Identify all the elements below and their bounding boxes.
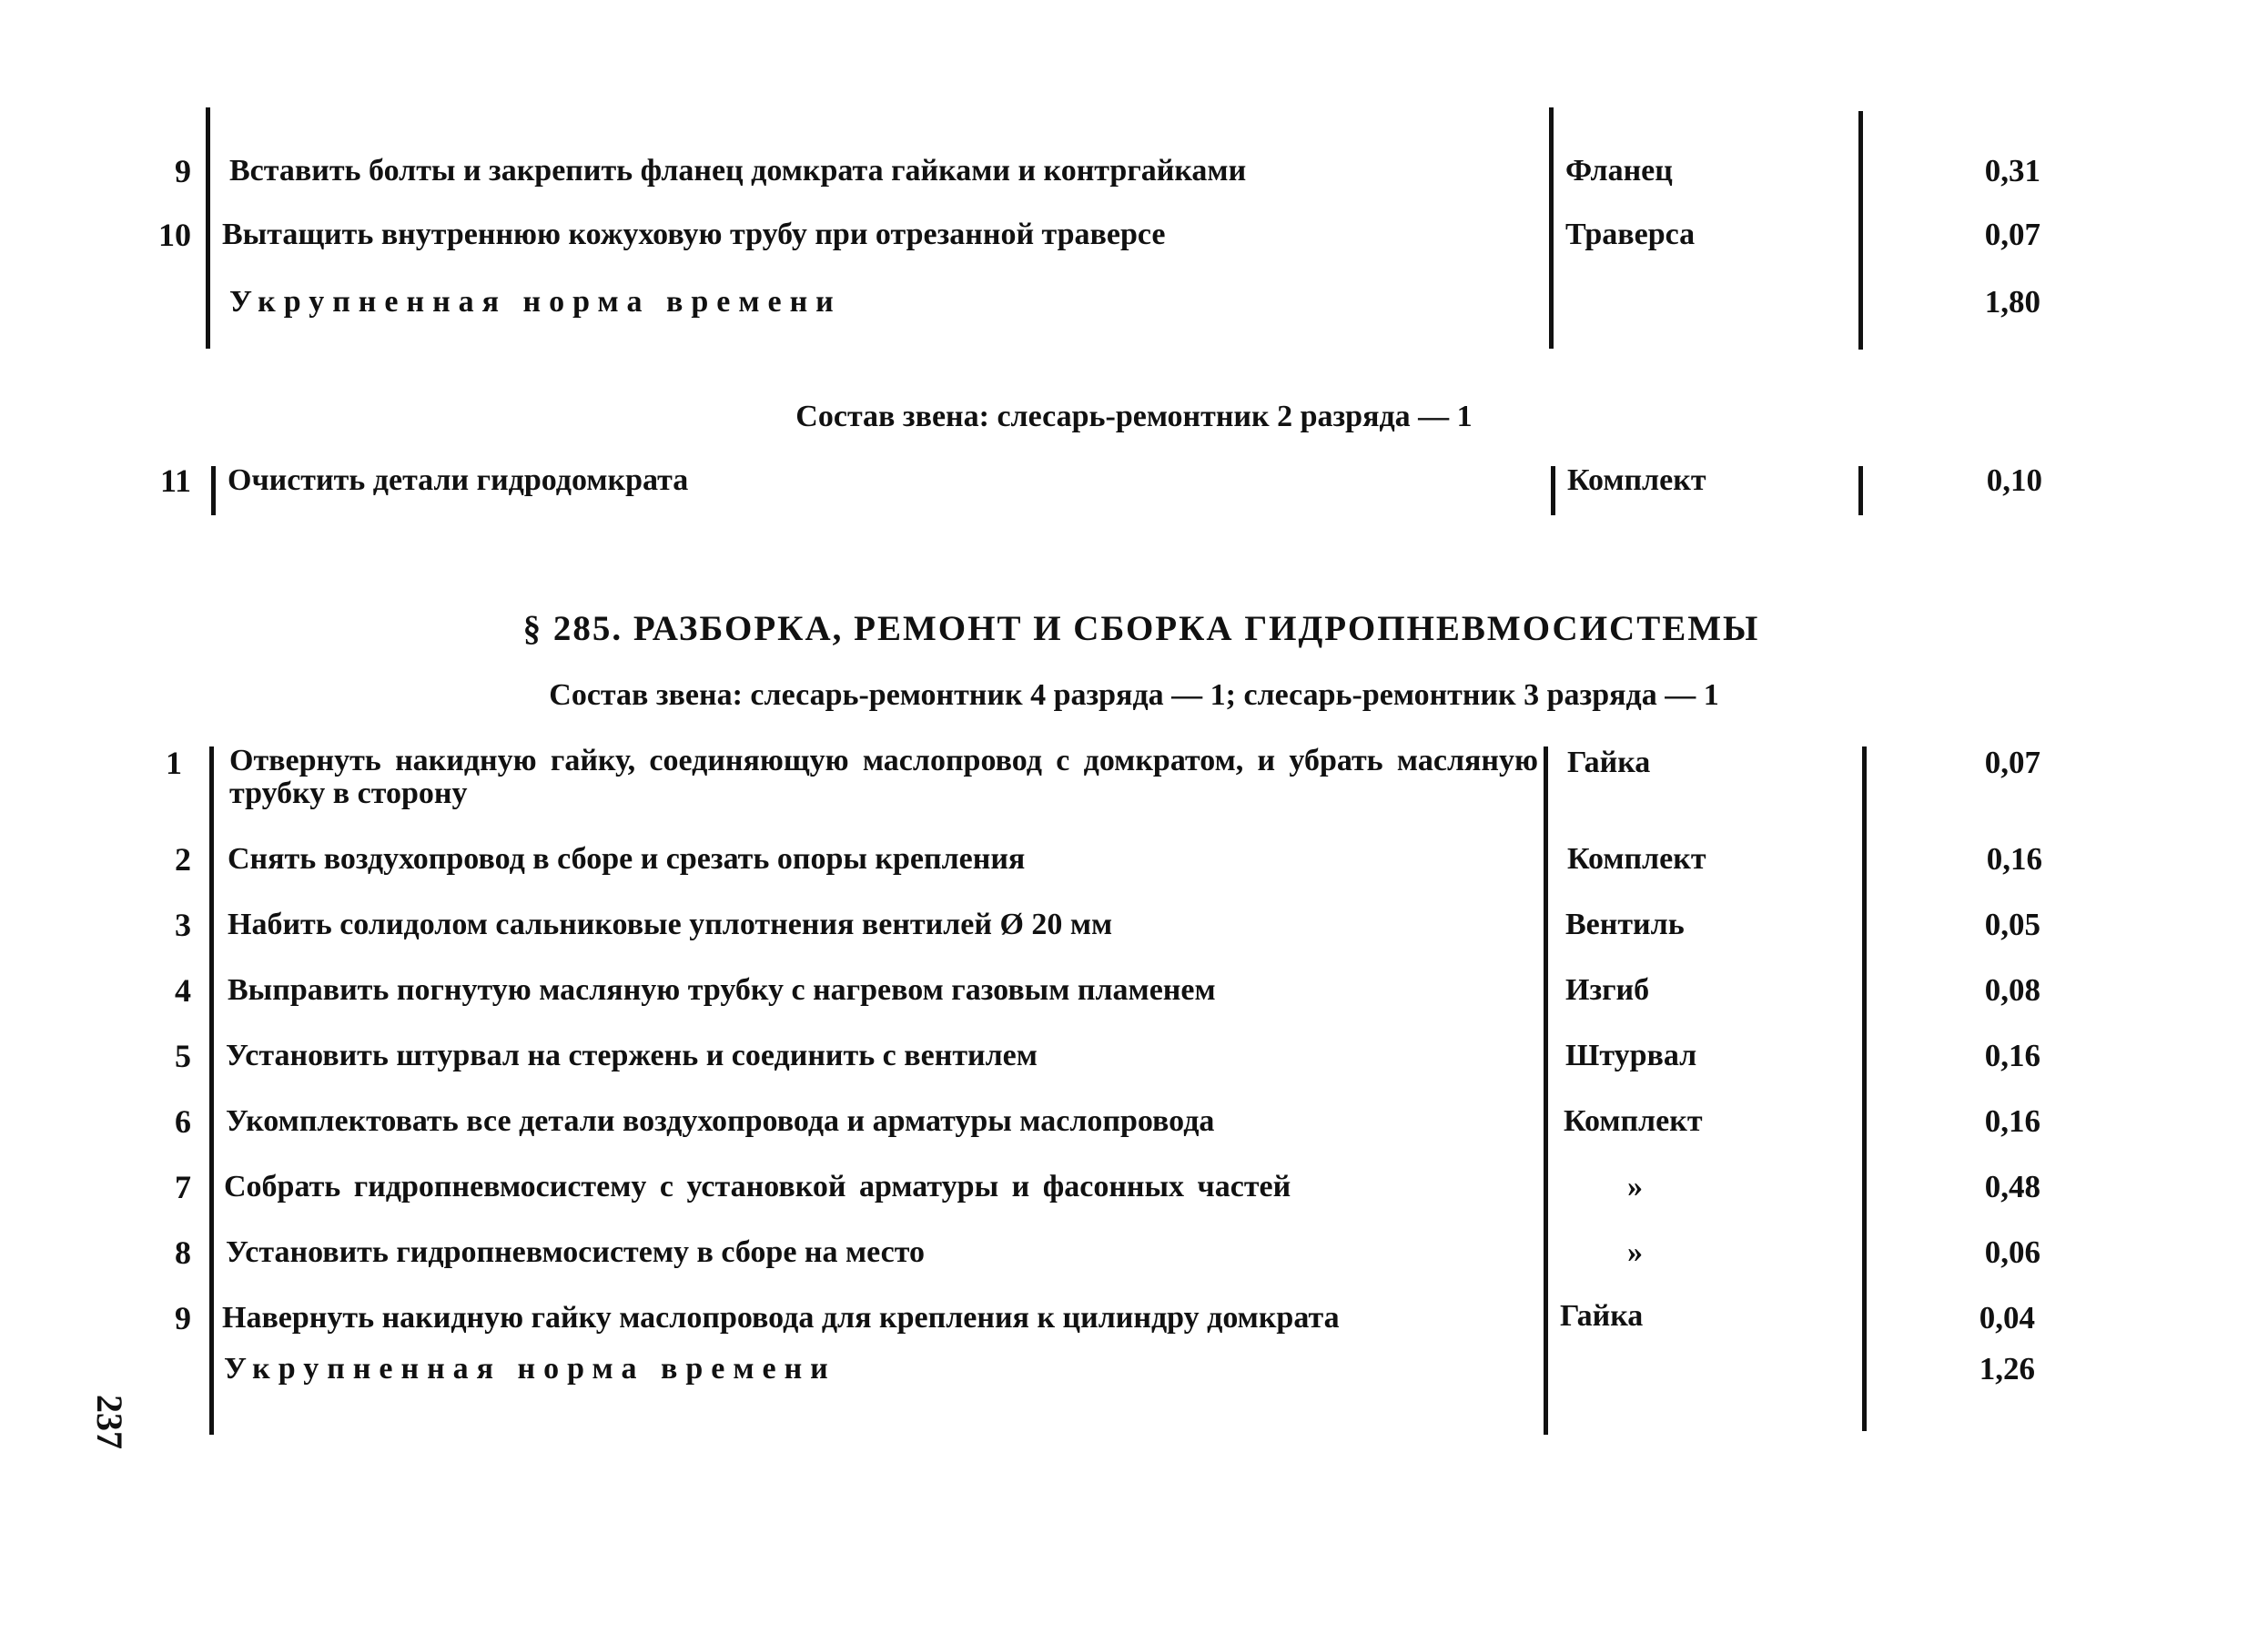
section-title: § 285. РАЗБОРКА, РЕМОНТ И СБОРКА ГИДРОПНЕВМОСИСТЕМЫ (522, 609, 1760, 648)
time-value: 0,05 (1984, 907, 2040, 942)
time-value: 0,16 (1984, 1103, 2040, 1139)
operation-text: Вытащить внутреннюю кожуховую трубу при отрезанной траверсе (222, 218, 1166, 251)
time-value: 0,10 (1986, 462, 2042, 498)
time-value: 0,08 (1984, 972, 2040, 1008)
unit-text: Вентиль (1565, 908, 1685, 941)
row-number: 4 (175, 972, 191, 1009)
time-value: 0,31 (1984, 153, 2040, 188)
time-value: 0,07 (1984, 745, 2040, 780)
row-number: 8 (175, 1234, 191, 1271)
column-rule (1544, 746, 1548, 1435)
unit-text: Комплект (1564, 1104, 1703, 1138)
time-value: 0,16 (1986, 841, 2042, 877)
row-number: 3 (175, 907, 191, 943)
crew-composition: Состав звена: слесарь-ремонтник 2 разряда — 1 (795, 400, 1473, 433)
row-number: 2 (175, 841, 191, 878)
ditto-mark: » (1627, 1170, 1643, 1203)
operation-text: Установить штурвал на стержень и соединить с вентилем (226, 1039, 1038, 1072)
column-rule (1549, 107, 1554, 349)
operation-text: Укомплектовать все детали воздухопровода и арматуры маслопровода (226, 1104, 1215, 1138)
unit-text: Гайка (1560, 1299, 1644, 1333)
row-number: 1 (166, 745, 182, 781)
operation-text: Вставить болты и закрепить фланец домкрата гайками и контргайками (229, 154, 1247, 188)
operation-text: Набить солидолом сальниковые уплотнения вентилей Ø 20 мм (228, 908, 1113, 941)
time-value: 0,06 (1984, 1234, 2040, 1270)
operation-text: Выправить погнутую масляную трубку с нагревом газовым пламенем (228, 973, 1216, 1007)
unit-text: Гайка (1567, 746, 1651, 779)
page-number: 237 (89, 1395, 130, 1449)
row-number: 11 (159, 462, 191, 499)
row-number: 7 (175, 1169, 191, 1205)
row-number: 10 (158, 217, 191, 253)
operation-text: Навернуть накидную гайку маслопровода для крепления к цилиндру домкрата (222, 1301, 1340, 1335)
column-rule (1858, 111, 1863, 350)
column-rule (1862, 746, 1867, 1431)
total-label: Укрупненная норма времени (224, 1352, 836, 1386)
time-value: 0,07 (1984, 217, 2040, 252)
crew-composition: Состав звена: слесарь-ремонтник 4 разряда — 1; слесарь-ремонтник 3 разряда — 1 (549, 678, 1719, 712)
row-number: 9 (175, 153, 191, 189)
unit-text: Траверса (1565, 218, 1696, 251)
column-rule (1858, 466, 1863, 515)
unit-text: Фланец (1565, 154, 1673, 188)
total-value: 1,80 (1984, 284, 2040, 320)
operation-text: Очистить детали гидродомкрата (228, 463, 689, 497)
row-number: 6 (175, 1103, 191, 1140)
operation-text: Отвернуть накидную гайку, соединяющую маслопровод с домкратом, и убрать масляную трубку в сторону (229, 744, 1538, 810)
unit-text: Изгиб (1565, 973, 1650, 1007)
operation-text: Установить гидропневмосистему в сборе на место (226, 1235, 926, 1269)
unit-text: Штурвал (1565, 1039, 1697, 1072)
operation-text: Снять воздухопровод в сборе и срезать опоры крепления (228, 842, 1026, 876)
row-number: 5 (175, 1038, 191, 1074)
operation-text: Собрать гидропневмосистему с установкой арматуры и фасонных частей (224, 1170, 1291, 1203)
column-rule (209, 746, 214, 1435)
row-number: 9 (175, 1300, 191, 1336)
column-rule (206, 107, 210, 349)
unit-text: Комплект (1567, 842, 1706, 876)
ditto-mark: » (1627, 1235, 1643, 1269)
time-value: 0,48 (1984, 1169, 2040, 1204)
time-value: 0,04 (1979, 1300, 2035, 1335)
total-value: 1,26 (1979, 1351, 2035, 1386)
total-label: Укрупненная норма времени (229, 285, 842, 319)
column-rule (211, 466, 216, 515)
time-value: 0,16 (1984, 1038, 2040, 1073)
column-rule (1551, 466, 1555, 515)
unit-text: Комплект (1567, 463, 1706, 497)
